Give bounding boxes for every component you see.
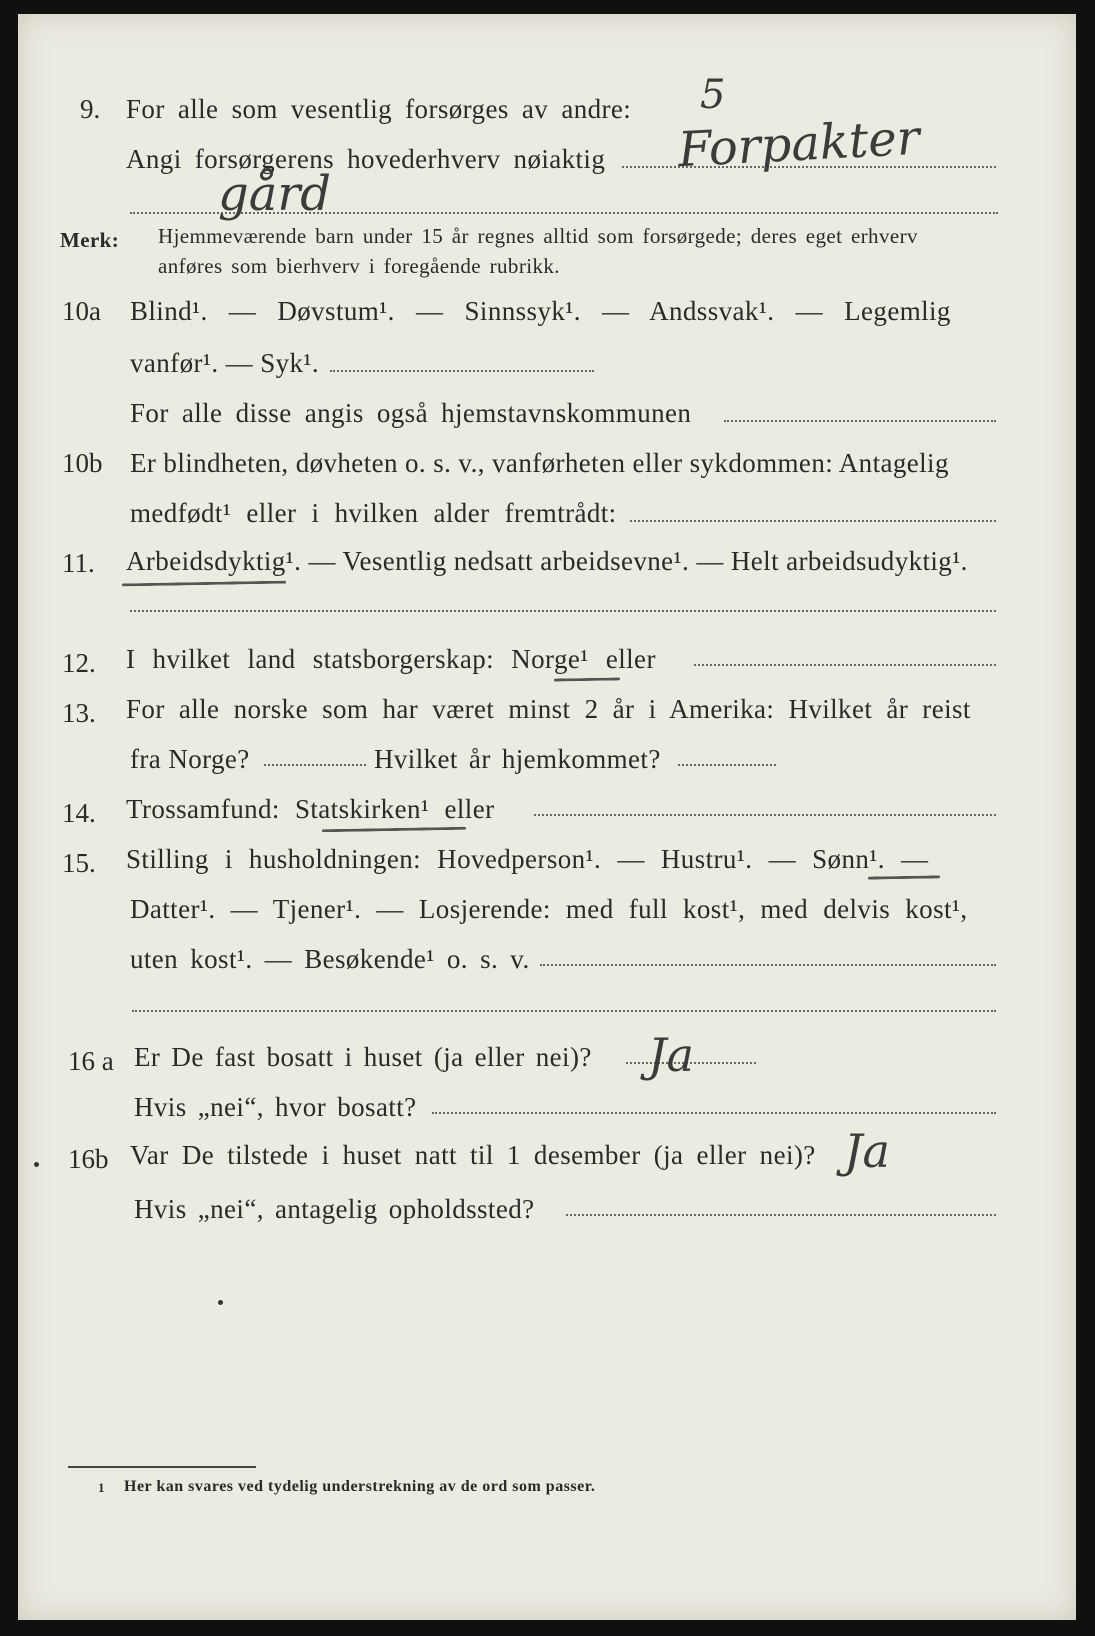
q10b-line1: Er blindheten, døvheten o. s. v., vanførheten eller sykdommen: Antagelig: [130, 448, 949, 478]
q16a-line1: Er De fast bosatt i huset (ja eller nei)?: [134, 1042, 592, 1072]
q15-line2: Datter¹. — Tjener¹. — Losjerende: med full kost¹, med delvis kost¹,: [130, 894, 968, 924]
q15-line3: uten kost¹. — Besøkende¹ o. s. v.: [130, 944, 530, 974]
q11-line1: Arbeidsdyktig¹. — Vesentlig nedsatt arbeidsevne¹. — Helt arbeidsudyktig¹.: [126, 546, 968, 576]
q10a-line2: vanfør¹. — Syk¹.: [130, 348, 320, 378]
q10b-number: 10b: [62, 448, 103, 478]
q16a-number: 16 a: [68, 1046, 114, 1076]
q16a-handwritten-answer: Ja: [648, 1028, 694, 1082]
q12-answer-line: [694, 664, 996, 666]
footnote-mark: 1: [98, 1480, 105, 1495]
q16b-answer-line: [566, 1214, 996, 1216]
q11-handwritten-underline: [122, 581, 286, 587]
q16b-handwritten-answer: Ja: [844, 1124, 890, 1178]
q15-line1: Stilling i husholdningen: Hovedperson¹. — Hustru¹. — Sønn¹. —: [126, 844, 929, 874]
q14-answer-line: [534, 814, 996, 816]
q11-number: 11.: [62, 548, 95, 578]
q10a-line3: For alle disse angis også hjemstavnskommunen: [130, 398, 692, 428]
q10a-line1: Blind¹. — Døvstum¹. — Sinnssyk¹. — Andssvak¹. — Legemlig: [130, 296, 951, 326]
paper-speck: [218, 1300, 223, 1305]
merk-line2: anføres som bierhverv i foregående rubrikk.: [158, 254, 560, 278]
q16a-answer-line2: [432, 1112, 996, 1114]
q16a-line2: Hvis „nei“, hvor bosatt?: [134, 1092, 417, 1122]
q9-handwritten-answer1: Forpakter: [676, 109, 921, 179]
q13-line1: For alle norske som har været minst 2 år i Amerika: Hvilket år reist: [126, 694, 971, 724]
q16b-number: 16b: [68, 1144, 109, 1174]
census-form-page: [18, 14, 1076, 1620]
q12-line1: I hvilket land statsborgerskap: Norge¹ eller: [126, 644, 656, 674]
q14-line1: Trossamfund: Statskirken¹ eller: [126, 794, 495, 824]
footnote-text: Her kan svares ved tydelig understrekning av de ord som passer.: [124, 1478, 596, 1495]
merk-label: Merk:: [60, 228, 120, 252]
q10b-answer-line: [630, 520, 996, 522]
q9-line1: For alle som vesentlig forsørges av andre:: [126, 94, 632, 124]
q13-line2a: fra Norge?: [130, 744, 250, 774]
q15-handwritten-underline: [868, 875, 940, 879]
q12-number: 12.: [62, 648, 96, 678]
q13-answer-line2: [678, 764, 776, 766]
q16b-line2: Hvis „nei“, antagelig opholdssted?: [134, 1194, 535, 1224]
paper-speck: [34, 1162, 39, 1167]
q14-number: 14.: [62, 798, 96, 828]
footnote-rule: [68, 1466, 256, 1468]
q10a-number: 10a: [62, 296, 101, 326]
q10a-answer-line2: [724, 420, 996, 422]
q15-number: 15.: [62, 848, 96, 878]
q13-answer-line1: [264, 764, 366, 766]
merk-line1: Hjemmeværende barn under 15 år regnes alltid som forsørgede; deres eget erhverv: [158, 224, 918, 248]
q12-handwritten-underline: [554, 677, 620, 681]
q15-answer-line2: [132, 1010, 996, 1012]
q11-answer-line: [130, 610, 996, 612]
q9-line2: Angi forsørgerens hovederhverv nøiaktig: [126, 144, 606, 174]
q13-number: 13.: [62, 698, 96, 728]
q16b-line1: Var De tilstede i huset natt til 1 desember (ja eller nei)?: [130, 1140, 816, 1170]
q10a-answer-line1: [330, 370, 594, 372]
q14-handwritten-underline: [322, 827, 466, 833]
q9-handwritten-mark: 5: [700, 72, 726, 118]
q13-line2b: Hvilket år hjemkommet?: [374, 744, 661, 774]
q9-number: 9.: [80, 94, 101, 124]
q9-handwritten-answer2: gård: [218, 166, 332, 222]
q15-answer-line1: [540, 964, 996, 966]
q10b-line2: medfødt¹ eller i hvilken alder fremtrådt:: [130, 498, 617, 528]
